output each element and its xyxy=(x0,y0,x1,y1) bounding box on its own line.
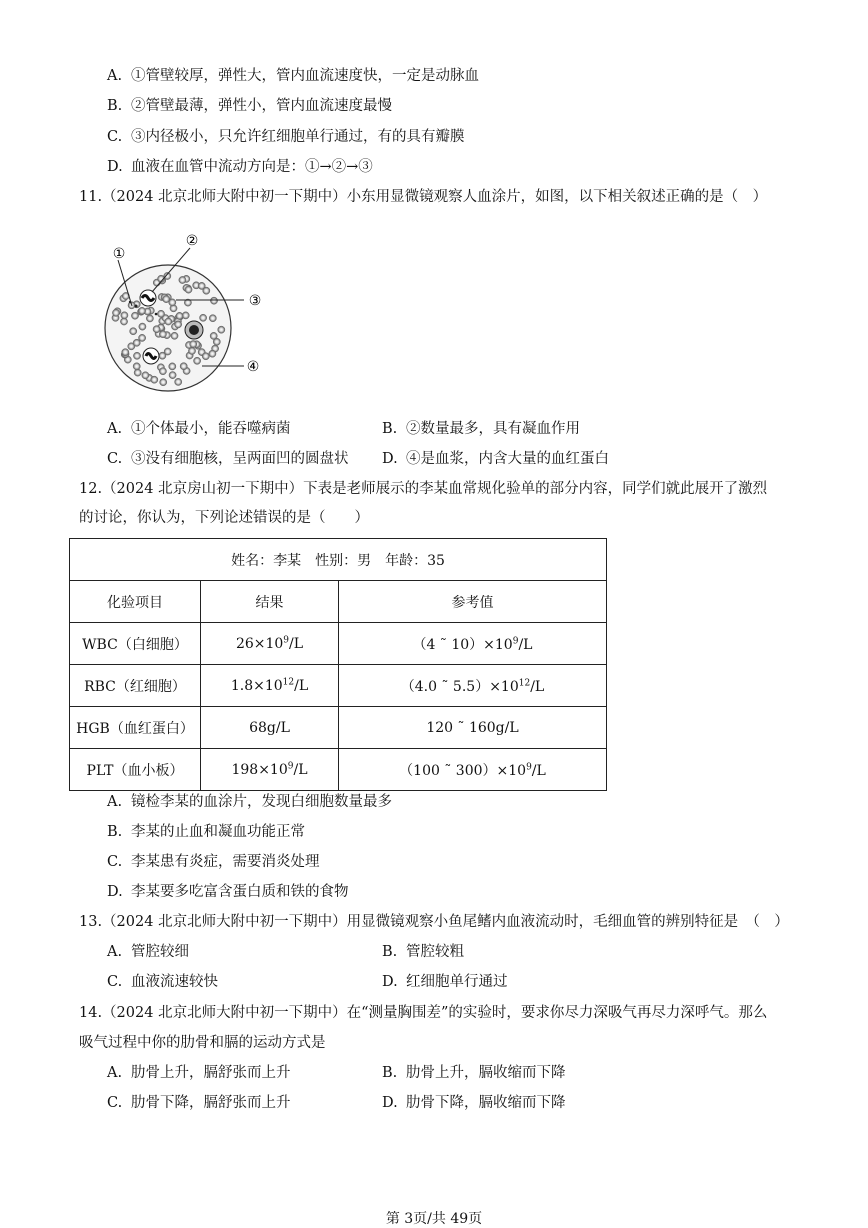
column-header-item: 化验项目 xyxy=(70,581,201,623)
q13-option-b: B. 管腔较粗 xyxy=(382,944,464,960)
q14-option-b: B. 肋骨上升，膈收缩而下降 xyxy=(382,1065,566,1081)
red-blood-cell xyxy=(209,315,216,322)
red-blood-cell xyxy=(200,314,207,321)
cell-reference: （4 ˜ $10)\times 10^9/L$ xyxy=(339,623,607,665)
column-header-result: 结果 xyxy=(201,581,339,623)
q12-option-a: A. 镜检李某的血涂片，发现白细胞数量最多 xyxy=(107,794,392,810)
q14-option-c: C. 肋骨下降，膈舒张而上升 xyxy=(107,1095,291,1111)
q10-option-d: D. 血液在血管中流动方向是：①→②→③ xyxy=(107,159,373,175)
q12-stem-line-2: 的讨论，你认为，下列论述错误的是（ ） xyxy=(79,510,369,526)
table-row xyxy=(70,623,607,665)
cell-result: $1.8\times 10^{12}/L$ xyxy=(201,665,339,707)
red-blood-cell xyxy=(151,376,158,383)
red-blood-cell xyxy=(121,312,128,319)
q14-stem-line-1: 14.（2024 北京北师大附中初一下期中）在“测量胸围差”的实验时，要求你尽力深吸气再尽力深呼气。那么 xyxy=(79,1005,768,1021)
platelet-1 xyxy=(135,305,138,308)
q11-option-a: A. ①个体最小，能吞噬病菌 xyxy=(107,421,291,437)
q11-stem: 11.（2024 北京北师大附中初一下期中）小东用显微镜观察人血涂片，如图，以下相关叙述正确的是（ ） xyxy=(79,189,768,205)
q14-option-a: A. 肋骨上升，膈舒张而上升 xyxy=(107,1065,291,1081)
column-header-reference: 参考值 xyxy=(339,581,607,623)
red-blood-cell xyxy=(180,363,187,370)
red-blood-cell xyxy=(210,297,217,304)
patient-info: 姓名：李某 性别：男 年龄：35 xyxy=(70,539,607,581)
q12-stem-line-1: 12.（2024 北京房山初一下期中）下表是老师展示的李某血常规化验单的部分内容，同学们就此展开了激烈 xyxy=(79,481,768,497)
red-blood-cell xyxy=(185,286,192,293)
table-row xyxy=(70,665,607,707)
cell-item: HGB（血红蛋白） xyxy=(70,707,201,749)
table-header-row xyxy=(70,539,607,581)
q13-option-c: C. 血液流速较快 xyxy=(107,974,218,990)
red-blood-cell xyxy=(134,369,141,376)
cell-reference: 120 ˜ 160g/L xyxy=(339,707,607,749)
red-blood-cell xyxy=(159,331,166,338)
red-blood-cell xyxy=(133,363,140,370)
red-blood-cell xyxy=(203,287,210,294)
platelet-3 xyxy=(155,313,158,316)
label-3: ③ xyxy=(248,293,262,309)
q13-option-d: D. 红细胞单行通过 xyxy=(382,974,508,990)
cell-item: WBC（白细胞） xyxy=(70,623,201,665)
q12-option-b: B. 李某的止血和凝血功能正常 xyxy=(107,824,305,840)
label-1: ① xyxy=(112,246,126,262)
red-blood-cell xyxy=(130,328,137,335)
red-blood-cell xyxy=(188,347,195,354)
cell-result: 68g/L xyxy=(201,707,339,749)
table-column-row xyxy=(70,581,607,623)
q11-option-c: C. ③没有细胞核，呈两面凹的圆盘状 xyxy=(107,451,349,467)
red-blood-cell xyxy=(176,312,183,319)
red-blood-cell xyxy=(139,323,146,330)
label-4: ④ xyxy=(246,359,260,375)
red-blood-cell xyxy=(179,276,186,283)
red-blood-cell xyxy=(213,338,220,345)
red-blood-cell xyxy=(157,310,164,317)
red-blood-cell xyxy=(165,318,172,325)
cell-result: $198\times 10^9/L$ xyxy=(201,749,339,791)
q11-option-b: B. ②数量最多，具有凝血作用 xyxy=(382,421,580,437)
red-blood-cell xyxy=(171,332,178,339)
q10-option-a: A. ①管壁较厚，弹性大，管内血流速度快，一定是动脉血 xyxy=(107,68,479,84)
wbc-nucleus-2 xyxy=(189,325,199,335)
red-blood-cell xyxy=(175,378,182,385)
red-blood-cell xyxy=(218,326,225,333)
red-blood-cell xyxy=(112,309,119,316)
q12-option-d: D. 李某要多吃富含蛋白质和铁的食物 xyxy=(107,884,349,900)
red-blood-cell xyxy=(153,326,160,333)
red-blood-cell xyxy=(175,321,182,328)
q14-option-d: D. 肋骨下降，膈收缩而下降 xyxy=(382,1095,566,1111)
cell-reference: （4.0 ˜ $5.5)\times 10^{12}/L$ xyxy=(339,665,607,707)
red-blood-cell xyxy=(122,349,129,356)
label-2: ② xyxy=(185,233,199,249)
blood-smear-diagram xyxy=(96,228,276,402)
blood-smear-svg xyxy=(96,228,276,398)
red-blood-cell xyxy=(194,357,201,364)
red-blood-cell xyxy=(169,372,176,379)
red-blood-cell xyxy=(131,312,138,319)
red-blood-cell xyxy=(159,368,166,375)
red-blood-cell xyxy=(169,363,176,370)
page-footer: 第 3页/共 49页 xyxy=(385,1211,483,1227)
red-blood-cell xyxy=(133,352,140,359)
cell-item: RBC（红细胞） xyxy=(70,665,201,707)
q13-stem: 13.（2024 北京北师大附中初一下期中）用显微镜观察小鱼尾鳍内血液流动时，毛细血管的辨别特征是 （ ） xyxy=(79,914,789,930)
red-blood-cell xyxy=(160,379,167,386)
red-blood-cell xyxy=(190,341,197,348)
blood-test-table xyxy=(69,538,607,791)
table-row xyxy=(70,749,607,791)
red-blood-cell xyxy=(138,307,145,314)
q10-option-c: C. ③内径极小，只允许红细胞单行通过，有的具有瓣膜 xyxy=(107,129,465,145)
red-blood-cell xyxy=(169,299,176,306)
field-of-view-circle xyxy=(105,265,231,391)
red-blood-cell xyxy=(142,372,149,379)
red-blood-cell xyxy=(209,350,216,357)
cell-reference: （100 ˜ $300)\times 10^9/L$ xyxy=(339,749,607,791)
q12-option-c: C. 李某患有炎症，需要消炎处理 xyxy=(107,854,320,870)
red-blood-cell xyxy=(164,348,171,355)
red-blood-cell xyxy=(146,315,153,322)
q11-option-d: D. ④是血浆，内含大量的血红蛋白 xyxy=(382,451,609,467)
red-blood-cell xyxy=(202,353,209,360)
q10-option-b: B. ②管壁最薄，弹性小，管内血流速度最慢 xyxy=(107,98,392,114)
q14-stem-line-2: 吸气过程中你的肋骨和膈的运动方式是 xyxy=(79,1035,326,1051)
q13-option-a: A. 管腔较细 xyxy=(107,944,189,960)
table-row xyxy=(70,707,607,749)
cell-result: $26\times 10^9/L$ xyxy=(201,623,339,665)
cell-item: PLT（血小板） xyxy=(70,749,201,791)
red-blood-cell xyxy=(139,334,146,341)
